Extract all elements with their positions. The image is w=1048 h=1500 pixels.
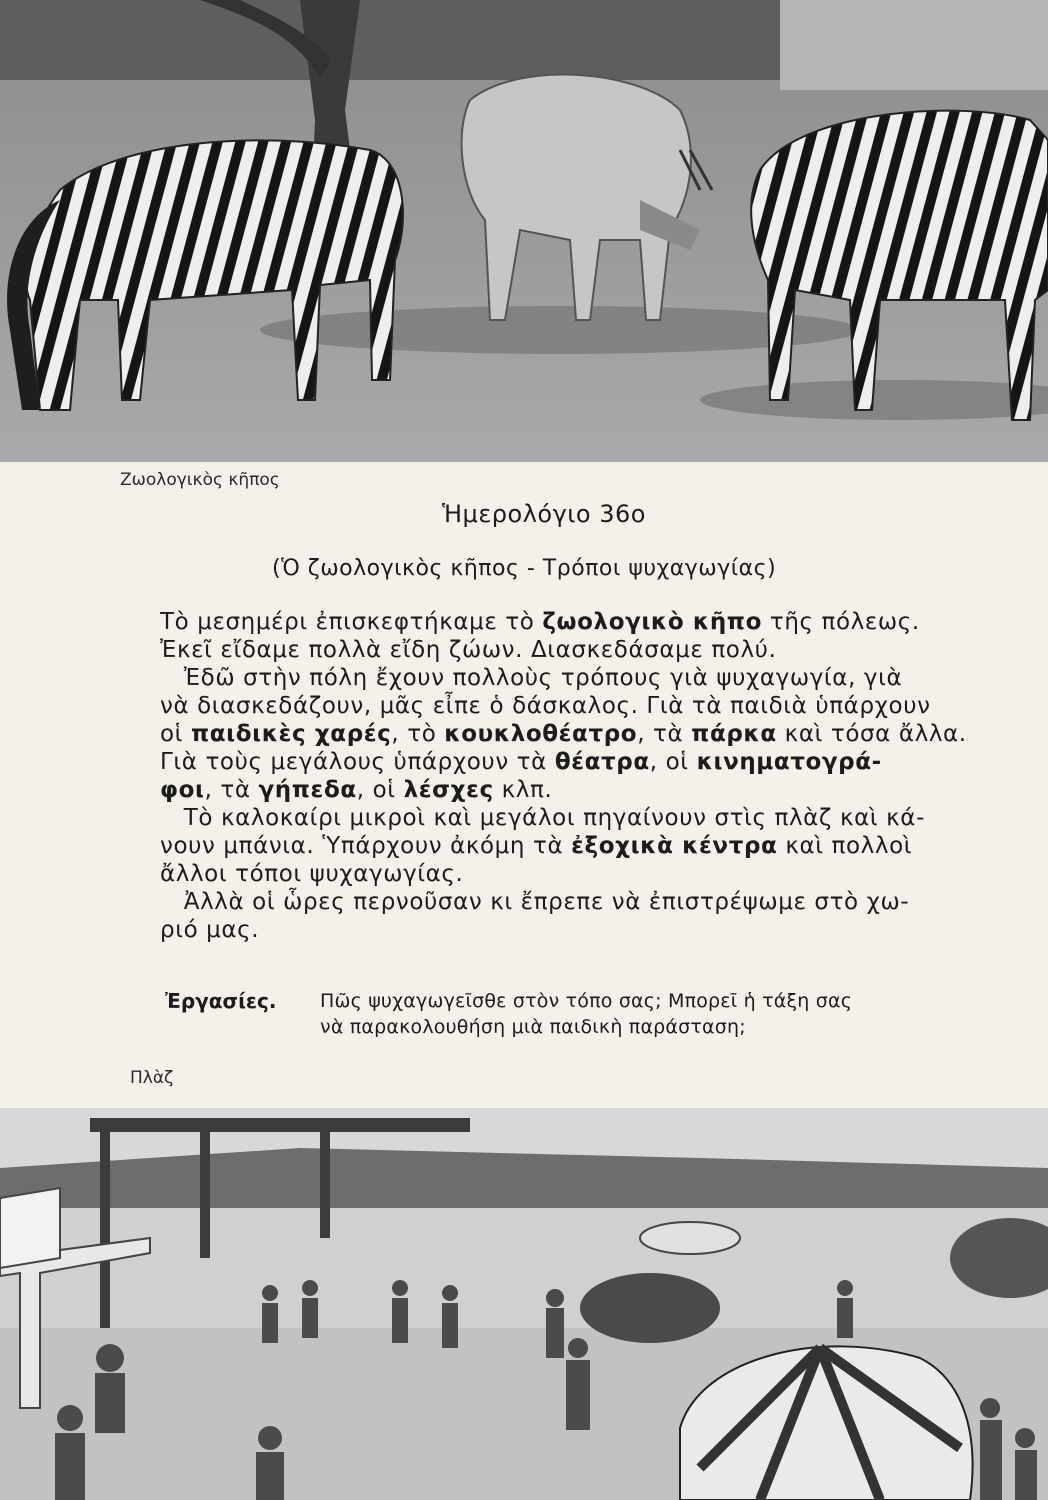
body-text-run: Τὸ μεσημέρι ἐπισκεφτήκαμε τὸ xyxy=(160,609,543,635)
body-text-run: , τὰ xyxy=(637,721,692,747)
body-bold-term: κουκλοθέατρο xyxy=(444,721,638,747)
body-text-run: ἄλλοι τόποι ψυχαγωγίας. xyxy=(160,861,464,887)
body-line xyxy=(160,608,1036,636)
body-text-run: , τὰ xyxy=(204,777,259,803)
body-bold-term: ἐξοχικὰ κέντρα xyxy=(571,833,778,859)
body-line xyxy=(160,916,1036,944)
body-line xyxy=(160,888,1036,916)
body-text-run: καὶ πολλοὶ xyxy=(777,833,913,859)
body-text-run: ριό μας. xyxy=(160,917,260,943)
body-text-run: οἱ xyxy=(160,721,191,747)
body-bold-term: λέσχες xyxy=(403,777,494,803)
beach-photo-caption: Πλὰζ xyxy=(130,1068,174,1088)
body-line xyxy=(160,664,1036,692)
zoo-photo-caption: Ζωολογικὸς κῆπος xyxy=(120,470,280,490)
body-text-run: Τὸ καλοκαίρι μικροὶ καὶ μεγάλοι πηγαίνουν στὶς πλὰζ καὶ κά- xyxy=(160,805,925,831)
beach-photo xyxy=(0,1108,1048,1500)
body-text-run: νὰ διασκεδάζουν, μᾶς εἶπε ὁ δάσκαλος. Γιὰ τὰ παιδιὰ ὑπάρχουν xyxy=(160,693,931,719)
tasks-text xyxy=(320,988,852,1040)
body-bold-term: παιδικὲς χαρές xyxy=(190,721,392,747)
body-bold-term: γήπεδα xyxy=(258,777,357,803)
body-text-run: καὶ τόσα ἄλλα. xyxy=(776,721,967,747)
page-title: Ἡμερολόγιο 36ο xyxy=(442,500,646,528)
body-text-run: , οἱ xyxy=(356,777,404,803)
page-subtitle: (Ὁ ζωολογικὸς κῆπος - Τρόποι ψυχαγωγίας) xyxy=(272,556,777,581)
body-line xyxy=(160,748,1036,776)
body-text-run: , οἱ xyxy=(649,749,697,775)
body-text-run: Ἐδῶ στὴν πόλη ἔχουν πολλοὺς τρόπους γιὰ ψυχαγωγία, γιὰ xyxy=(160,665,903,691)
tasks-line: νὰ παρακολουθήση μιὰ παιδικὴ παράσταση; xyxy=(320,1016,746,1038)
body-line xyxy=(160,720,1036,748)
body-text-run: νουν μπάνια. Ὑπάρχουν ἀκόμη τὰ xyxy=(160,833,572,859)
body-bold-term: πάρκα xyxy=(691,721,777,747)
body-line xyxy=(160,636,1036,664)
body-text-run: κλπ. xyxy=(493,777,553,803)
body-text-run: Ἐκεῖ εἴδαμε πολλὰ εἴδη ζώων. Διασκεδάσαμε πολύ. xyxy=(160,637,777,663)
body-line xyxy=(160,804,1036,832)
diary-body xyxy=(160,608,1036,944)
body-text-run: Γιὰ τοὺς μεγάλους ὑπάρχουν τὰ xyxy=(160,749,555,775)
body-bold-term: ζωολογικὸ κῆπο xyxy=(542,609,762,635)
body-text-run: Ἀλλὰ οἱ ὧρες περνοῦσαν κι ἔπρεπε νὰ ἐπιστρέψωμε στὸ χω- xyxy=(160,889,910,915)
body-line xyxy=(160,692,1036,720)
body-bold-term: φοι xyxy=(160,777,205,803)
body-line xyxy=(160,832,1036,860)
body-line xyxy=(160,776,1036,804)
zoo-photo xyxy=(0,0,1048,462)
body-text-run: , τὸ xyxy=(391,721,445,747)
tasks-line: Πῶς ψυχαγωγεῖσθε στὸν τόπο σας; Μπορεῖ ἡ τάξη σας xyxy=(320,990,853,1012)
tasks-label: Ἐργασίες. xyxy=(165,989,277,1013)
body-line xyxy=(160,860,1036,888)
body-bold-term: κινηματογρά- xyxy=(696,749,882,775)
body-text-run: τῆς πόλεως. xyxy=(761,609,920,635)
body-bold-term: θέατρα xyxy=(554,749,650,775)
